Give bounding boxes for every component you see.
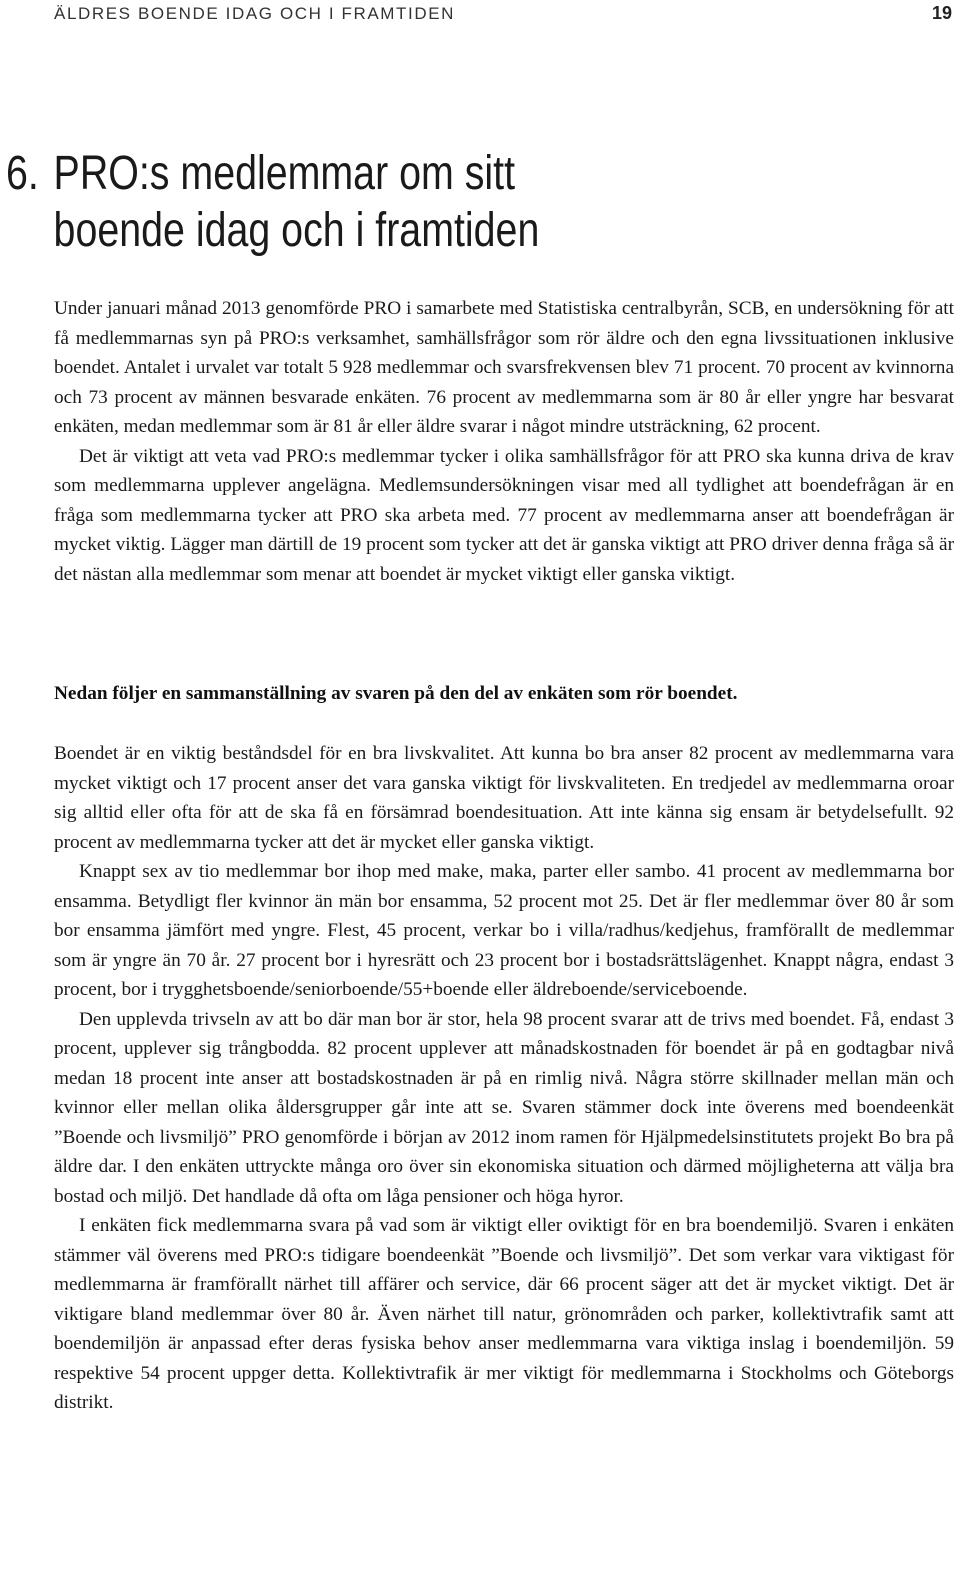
chapter-number: 6. (6, 147, 39, 200)
summary-paragraph-1: Boendet är en viktig beståndsdel för en bra livskvalitet. Att kunna bo bra anser 82 procent av medlemmarna vara mycket viktigt och 17 procent anser det vara ganska viktigt för livskvaliteten. En tredjedel av medlemmarna oroar sig alltid eller ofta för att de ska få en försämrad boendesituation. Att inte känna sig ensam är betydelsefullt. 92 procent av medlemmarna tycker att det är mycket eller ganska viktigt. (54, 743, 954, 853)
summary-lead-in: Nedan följer en sammanställning av svaren på den del av enkäten som rör boendet. (54, 683, 738, 704)
intro-paragraph-1: Under januari månad 2013 genomförde PRO i samarbete med Statistiska centralbyrån, SCB, en undersökning för att få medlemmarnas syn på PRO:s verksamhet, samhällsfrågor som rör äldre och den egna livssituationen inklusive boendet. Antalet i urvalet var totalt 5 928 medlemmar och svarsfrekvensen blev 71 procent. 70 procent av kvinnorna och 73 procent av männen besvarade enkäten. 76 procent av medlemmarna som är 80 år eller yngre har besvarat enkäten, medan medlemmar som är 81 år eller äldre svarar i något mindre utsträckning, 62 procent. (54, 298, 954, 437)
chapter-title-line-2: boende idag och i framtiden (53, 204, 540, 257)
summary-paragraph-3: Den upplevda trivseln av att bo där man bor är stor, hela 98 procent svarar att de trivs med boendet. Få, endast 3 procent, upplever sig trångbodda. 82 procent upplever att månadskostnaden för boendet är på en godtagbar nivå medan 18 procent inte anser att bostadskostnaden är på en rimlig nivå. Några större skillnader mellan män och kvinnor eller mellan olika åldersgrupper går inte att se. Svaren stämmer dock inte överens med boendeenkät ”Boende och livsmiljö” PRO genomförde i början av 2012 inom ramen för Hjälpmedelsinstitutets projekt Bo bra på äldre dar. I den enkäten uttryckte många oro över sin ekonomiska situation och därmed möjligheterna att välja bra bostad och miljö. Det handlade då ofta om låga pensioner och höga hyror. (54, 1008, 954, 1207)
summary-paragraph-2: Knappt sex av tio medlemmar bor ihop med make, maka, parter eller sambo. 41 procent av medlemmarna bor ensamma. Betydligt fler kvinnor än män bor ensamma, 52 procent mot 25. Det är fler medlemmar över 80 år som bor ensamma jämfört med yngre. Flest, 45 procent, verkar bo i villa/radhus/kedjehus, framförallt de medlemmar som är yngre än 70 år. 27 procent bor i hyresrätt och 23 procent bor i bostadsrättslägenhet. Knappt några, endast 3 procent, bor i trygghetsboende/seniorboende/55+boende eller äldreboende/serviceboende. (54, 861, 954, 1000)
chapter-heading-line-1 (6, 145, 539, 202)
intro-paragraph-2: Det är viktigt att veta vad PRO:s medlemmar tycker i olika samhällsfrågor för att PRO ska kunna driva de krav som medlemmarna upplever angelägna. Medlemsundersökningen visar med all tydlighet att boendefrågan är en fråga som medlemmarna tycker att PRO ska arbeta med. 77 procent av medlemmarna anser att boendefrågan är mycket viktig. Lägger man därtill de 19 procent som tycker att det är ganska viktigt att PRO driver denna fråga så är det nästan alla medlemmar som menar att boendet är mycket viktigt eller ganska viktigt. (54, 445, 954, 585)
summary-paragraph-4: I enkäten fick medlemmarna svara på vad som är viktigt eller oviktigt för en bra boendemiljö. Svaren i enkäten stämmer väl överens med PRO:s tidigare boendeenkät ”Boende och livsmiljö”. Det som verkar vara viktigast för medlemmarna är framförallt närhet till affärer och service, där 66 procent säger att det är mycket viktigt. Det är viktigare bland medlemmar över 80 år. Även närhet till natur, grönområden och parker, kollektivtrafik samt att boendemiljön är anpassad efter deras fysiska behov anser medlemmarna vara viktiga inslag i boendemiljön. 59 respektive 54 procent uppger detta. Kollektivtrafik är mer viktigt för medlemmarna i Stockholms och Göteborgs distrikt. (54, 1215, 954, 1413)
chapter-title-line-1: PRO:s medlemmar om sitt (53, 147, 516, 200)
summary-section (54, 739, 954, 1418)
page-number: 19 (931, 3, 952, 23)
running-header: ÄLDRES BOENDE IDAG OCH I FRAMTIDEN (54, 4, 456, 23)
intro-section (54, 294, 954, 589)
chapter-heading (6, 145, 539, 259)
